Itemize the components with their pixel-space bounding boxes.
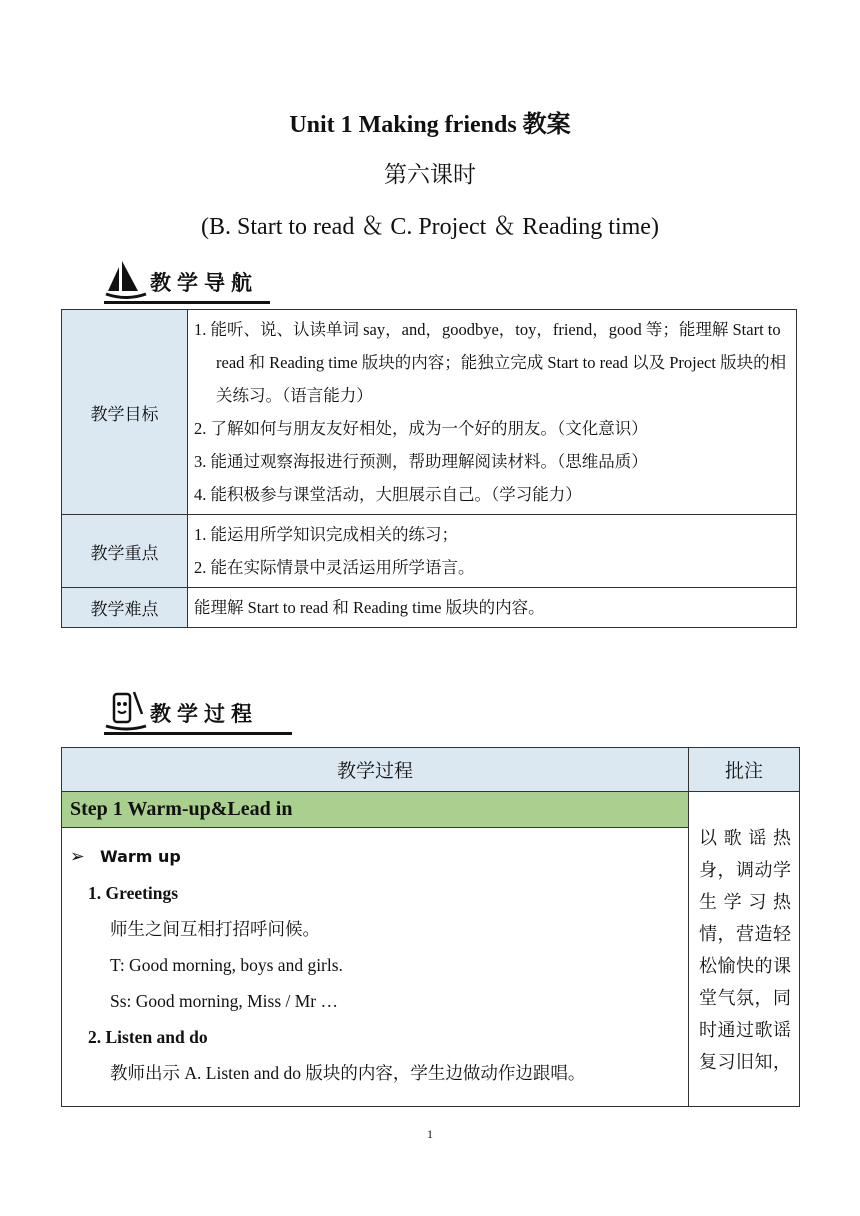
page-title: Unit 1 Making friends 教案 [289,112,571,138]
objective-item: 3. 能通过观察海报进行预测，帮助理解阅读材料。（思维品质） [194,452,648,471]
objective-item: 2. 了解如何与朋友友好相处，成为一个好的朋友。（文化意识） [194,419,648,438]
warm-up-heading [70,838,680,875]
teaching-process-label: 教学过程 [150,702,258,726]
teaching-guide-label: 教学导航 [150,271,258,295]
key-points-row [62,515,797,588]
difficulty-row [62,588,797,628]
key-point-item: 1. 能运用所学知识完成相关的练习； [194,525,458,544]
lesson-number: 第六课时 [384,162,476,187]
difficulty-text: 能理解 Start to read 和 Reading time 版块的内容。 [194,598,545,617]
difficulty-label: 教学难点 [62,588,188,628]
step-title: Step 1 Warm-up&Lead in [62,792,689,828]
greetings-line: T: Good morning, boys and girls. [110,955,343,975]
key-points-label: 教学重点 [62,515,188,588]
banner-underline [104,732,292,735]
teaching-process-banner [104,688,258,732]
key-point-item: 2. 能在实际情景中灵活运用所学语言。 [194,558,475,577]
step-title-row [62,792,800,828]
objective-item: 4. 能积极参与课堂活动，大胆展示自己。（学习能力） [194,485,582,504]
teaching-process-table [61,747,800,1107]
teaching-goals-table [61,309,797,628]
difficulty-content [188,588,797,628]
greetings-line: Ss: Good morning, Miss / Mr … [110,991,339,1011]
objective-item: 1. 能听、说、认读单词 say，and，goodbye，toy，friend，good 等；能理解 Start to read 和 Reading time 版块的内容；能独立完成 Start to read 以及 Project 版块的相关练习。（语言能力） [194,320,787,405]
process-header-row [62,748,800,792]
greetings-line: 师生之间互相打招呼问候。 [110,919,320,939]
objectives-row [62,310,797,515]
listen-and-do-title: 2. Listen and do [88,1027,208,1047]
process-column-header: 教学过程 [62,748,689,792]
key-points-content [188,515,797,588]
banner-underline [104,301,270,304]
teaching-guide-banner [104,257,258,301]
notes-column-header: 批注 [689,748,800,792]
step-note: 以歌谣热身，调动学生学习热情，营造轻松愉快的课堂气氛，同时通过歌谣复习旧知， [689,792,800,1107]
lesson-subtitle: (B. Start to read ＆ C. Project ＆ Reading time) [201,214,659,240]
warm-up-label: Warm up [100,847,181,866]
greetings-title: 1. Greetings [88,883,179,903]
listen-and-do-line: 教师出示 A. Listen and do 版块的内容，学生边做动作边跟唱。 [110,1063,586,1083]
pencil-character-icon [104,688,148,732]
sailboat-icon [104,257,148,301]
page-number: 1 [427,1127,433,1141]
objectives-label: 教学目标 [62,310,188,515]
arrow-bullet-icon: ➢ [70,846,85,866]
objectives-content [188,310,797,515]
step-body [62,828,689,1107]
